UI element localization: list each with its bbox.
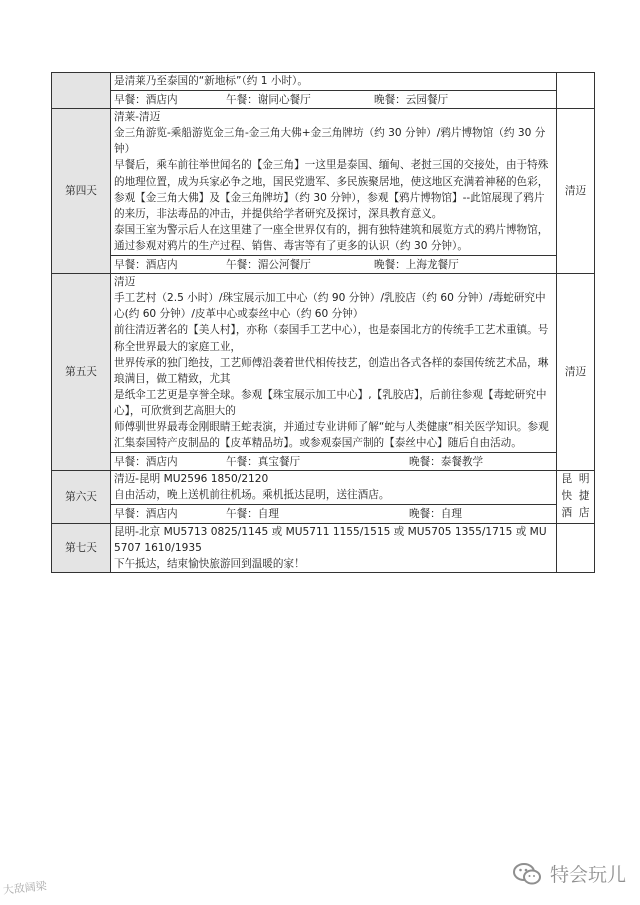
hotel-cell: 清迈 <box>557 109 595 274</box>
breakfast-text: 早餐：酒店内 <box>114 94 178 107</box>
breakfast-text: 早餐：酒店内 <box>114 508 178 521</box>
itinerary-cell <box>111 523 557 572</box>
watermark-right-text: 特会玩儿 <box>549 864 626 886</box>
hotel-cell <box>557 471 595 523</box>
hotel-cell <box>557 73 595 109</box>
dinner-text: 晚餐：自理 <box>409 508 462 521</box>
day-cell: 第六天 <box>52 471 111 523</box>
itinerary-line: 昆明-北京 MU5713 0825/1145 或 MU5711 1155/1515 或 MU5705 1355/1715 或 MU5707 1610/1935 <box>114 525 547 554</box>
itinerary-line: 下午抵达，结束愉快旅游回到温暖的家！ <box>114 557 305 570</box>
lunch-text: 午餐：真宝餐厅 <box>226 456 301 469</box>
breakfast-text: 早餐：酒店内 <box>114 259 178 272</box>
itinerary-table <box>51 72 595 573</box>
meal-line <box>111 255 556 273</box>
itinerary-line: 世界传承的独门绝技，工艺师傅沿袭着世代相传技艺，创造出各式各样的泰国传统艺术品，琳琅满目，做工精致，尤其 <box>114 356 549 385</box>
hotel-cell: 清迈 <box>557 274 595 471</box>
meal-line <box>111 90 556 108</box>
day-cell <box>52 73 111 109</box>
hotel-text: 昆明快捷酒店 <box>561 473 590 520</box>
watermark-left: 大敌阔梁 <box>2 879 48 897</box>
itinerary-cell <box>111 274 557 471</box>
itinerary-line: 清迈-昆明 MU2596 1850/2120 <box>114 473 269 486</box>
itinerary-line: 师傅驯世界最毒金刚眼睛王蛇表演，并通过专业讲师了解“蛇与人类健康”相关医学知识。参观汇集泰国特产皮制品的【皮革精品坊】。或参观泰国产制的【泰丝中心】随后自由活动。 <box>114 420 549 450</box>
itinerary-line: 是纸伞工艺更是享誉全球。参观【珠宝展示加工中心】,【乳胶店】，后前往参观【毒蛇研究中心】，可欣赏到艺高胆大的 <box>114 388 547 417</box>
itinerary-cell <box>111 73 557 109</box>
itinerary-line: 自由活动，晚上送机前往机场。乘机抵达昆明，送往酒店。 <box>114 489 390 502</box>
itinerary-line: 是清莱乃至泰国的“新地标”（约 1 小时）。 <box>114 75 308 87</box>
itinerary-line: 金三角游览-乘船游览金三角-金三角大佛+金三角牌坊（约 30 分钟）/鸦片博物馆（约 30 分钟） <box>114 127 546 156</box>
day-cell: 第四天 <box>52 109 111 274</box>
itinerary-line: 前往清迈著名的【美人村】，亦称（泰国手工艺中心），也是泰国北方的传统手工艺术重镇。号称全世界最大的家庭工业， <box>114 324 549 353</box>
lunch-text: 午餐：湄公河餐厅 <box>226 259 311 272</box>
table-row <box>52 523 595 572</box>
table-row <box>52 471 595 523</box>
itinerary-cell <box>111 109 557 274</box>
hotel-cell <box>557 523 595 572</box>
dinner-text: 晚餐：云园餐厅 <box>374 94 449 107</box>
lunch-text: 午餐：自理 <box>226 508 279 521</box>
itinerary-line: 清莱-清迈 <box>114 111 161 124</box>
meal-line <box>111 504 556 522</box>
table-row <box>52 73 595 109</box>
itinerary-line: 早餐后，乘车前往举世闻名的【金三角】一这里是泰国、缅甸、老挝三国的交接处，由于特殊的地理位置，成为兵家必争之地，国民党遗军、多民族聚居地，使这地区充满着神秘的色彩，参观【金三角大佛】及【金三角牌坊】（约 30 分钟），参观【鸦片博物馆】--此馆展现了鸦片的来历，非法毒品的冲击，并提供给学者研究及探讨，深具教育意义。 <box>114 159 549 220</box>
watermark-right <box>512 860 626 887</box>
dinner-text: 晚餐：上海龙餐厅 <box>374 259 459 272</box>
itinerary-line: 清迈 <box>114 276 136 289</box>
meal-line <box>111 452 556 470</box>
day-cell: 第七天 <box>52 523 111 572</box>
table-row <box>52 109 595 274</box>
itinerary-cell <box>111 471 557 523</box>
breakfast-text: 早餐：酒店内 <box>114 456 178 469</box>
wechat-icon <box>512 861 542 887</box>
itinerary-line: 泰国王室为警示后人在这里建了一座全世界仅有的，拥有独特建筑和展览方式的鸦片博物馆，通过参观对鸦片的生产过程、销售、毒害等有了更多的认识（约 30 分钟）。 <box>114 223 549 252</box>
table-row <box>52 274 595 471</box>
dinner-text: 晚餐：泰餐教学 <box>409 456 484 469</box>
lunch-text: 午餐：谢同心餐厅 <box>226 94 311 107</box>
day-cell: 第五天 <box>52 274 111 471</box>
itinerary-line: 手工艺村（2.5 小时）/珠宝展示加工中心（约 90 分钟）/乳胶店（约 60 分钟）/毒蛇研究中心(约 60 分钟）/皮革中心或泰丝中心（约 60 分钟） <box>114 292 546 321</box>
